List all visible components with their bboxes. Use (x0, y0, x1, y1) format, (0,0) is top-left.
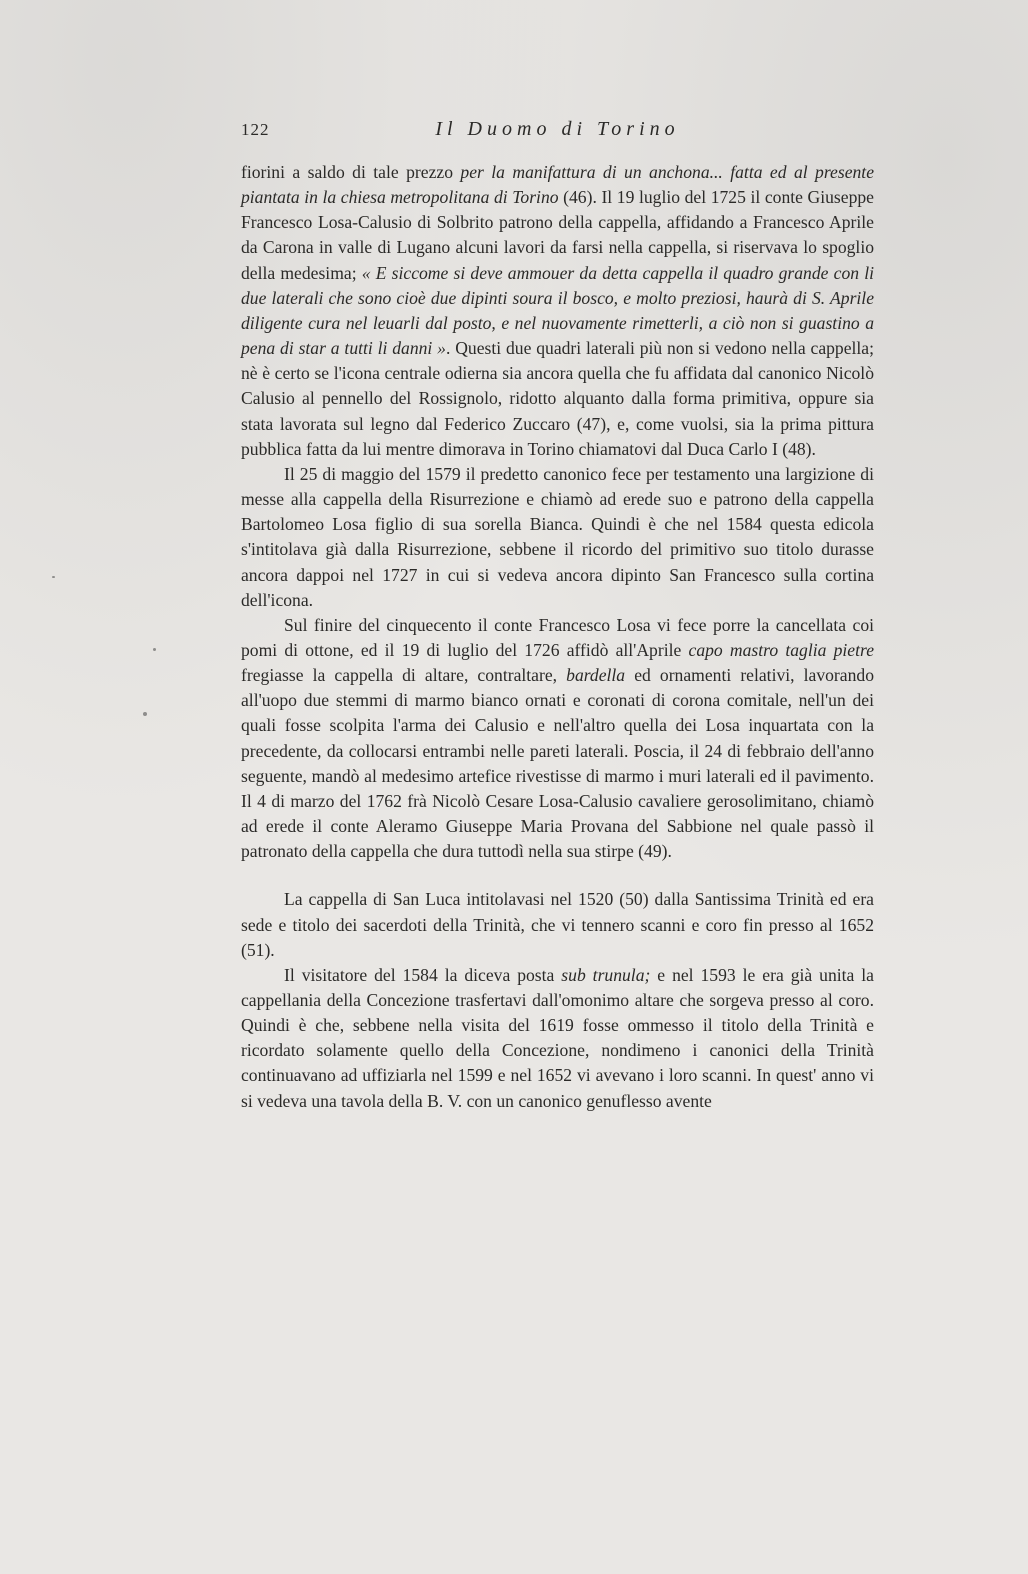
paragraph (241, 160, 874, 462)
page-header (241, 120, 874, 144)
text-run: e nel 1593 le era già unita la cappellania della Concezione trasfertavi dall'omonimo altare che sorgeva presso al coro. Quindi è che, sebbene nella visita del 1619 fosse ommesso il titolo della Trinità e ricordato solamente quello della Concezione, nondimeno i canonici della Trinità continuavano ad uffiziarla nel 1599 e nel 1652 vi avevano i loro scanni. In quest' anno vi si vedeva una tavola della B. V. con un canonico genuflesso avente (241, 964, 874, 1111)
page-number: 122 (241, 120, 270, 139)
running-title: Il Duomo di Torino (435, 118, 680, 140)
italic-text: bardella (566, 665, 626, 686)
text-run: . Questi due quadri laterali più non si vedono nella cappella; nè è certo se l'icona centrale odierna sia ancora quella che fu affidata dal canonico Nicolò Calusio al pennello del Rossignolo, ridotto alquanto dalla forma primitiva, oppure sia stata lavorata sul legno dal Federico Zuccaro (47), e, come vuolsi, sia la prima pittura pubblica fatta da lui mentre dimorava in Torino chiamatovi dal Duca Carlo I (48). (241, 338, 874, 459)
paragraph (241, 963, 874, 1114)
text-run: La cappella di San Luca intitolavasi nel 1520 (50) dalla Santissima Trinità ed era sede e titolo dei sacerdoti della Trinità, che vi tennero scanni e coro fin presso al 1652 (51). (241, 889, 874, 960)
text-run: Il visitatore del 1584 la diceva posta (284, 964, 562, 985)
text-run: fiorini a saldo di tale prezzo (241, 162, 461, 182)
body-text (241, 160, 874, 1114)
text-run: ed ornamenti relativi, lavorando all'uopo due stemmi di marmo bianco ornati e coronati di corona comitale, nell'un dei quali fosse scolpita l'arma dei Calusio e nell'altro quella dei Losa inquartata con la precedente, da collocarsi entrambi nelle pareti laterali. Poscia, il 24 di febbraio dell'anno seguente, mandò al medesimo artefice rivestisse di marmo i muri laterali ed il pavimento. Il 4 di marzo del 1762 frà Nicolò Cesare Losa-Calusio cavaliere gerosolimitano, chiamò ad erede il conte Aleramo Giuseppe Maria Provana del Sabbione nel quale passò il patronato della cappella che dura tuttodì nella sua stirpe (49). (241, 665, 874, 862)
text-run: Il 25 di maggio del 1579 il predetto canonico fece per testamento una largizione di messe alla cappella della Risurrezione e chiamò ad erede suo e patrono della cappella Bartolomeo Losa figlio di sua sorella Bianca. Quindi è che nel 1584 questa edicola s'intitolava già dalla Risurrezione, sebbene il ricordo del primitivo suo titolo durasse ancora dappoi nel 1727 in cui si vedeva ancora dipinto San Francesco sulla cortina dell'icona. (241, 463, 874, 610)
italic-text: sub trunula; (561, 964, 651, 985)
italic-text: « E siccome si deve ammouer da detta cappella il quadro grande con li due laterali che sono cioè due dipinti soura il bosco, e molto preziosi, haurà di S. Aprile diligente cura nel leuarli dal posto, e nel nuovamente rimetterli, a ciò non si guastino a pena di star a tutti li danni » (241, 262, 874, 359)
paper-speck (153, 648, 156, 651)
paper-speck (143, 712, 147, 716)
italic-text: capo mastro taglia pietre (688, 639, 875, 660)
paper-speck (52, 576, 55, 578)
text-run: Sul finire del cinquecento il conte Francesco Losa vi fece porre la cancellata coi pomi di ottone, ed il 19 di luglio del 1726 affidò all'Aprile (241, 614, 874, 660)
paragraph (241, 887, 874, 962)
text-run: fregiasse la cappella di altare, contraltare, (241, 665, 567, 686)
text-run: (46). Il 19 luglio del 1725 il conte Giuseppe Francesco Losa-Calusio di Solbrito patrono della cappella, affidando a Francesco Aprile da Carona in valle di Lugano alcuni lavori da farsi nella cappella, si riservava lo spoglio della medesima; (241, 187, 874, 283)
italic-text: per la manifattura di un anchona... fatta ed al presente piantata in la chiesa metropolitana di Torino (241, 162, 875, 208)
paragraph (241, 613, 874, 865)
paragraph (241, 462, 874, 613)
